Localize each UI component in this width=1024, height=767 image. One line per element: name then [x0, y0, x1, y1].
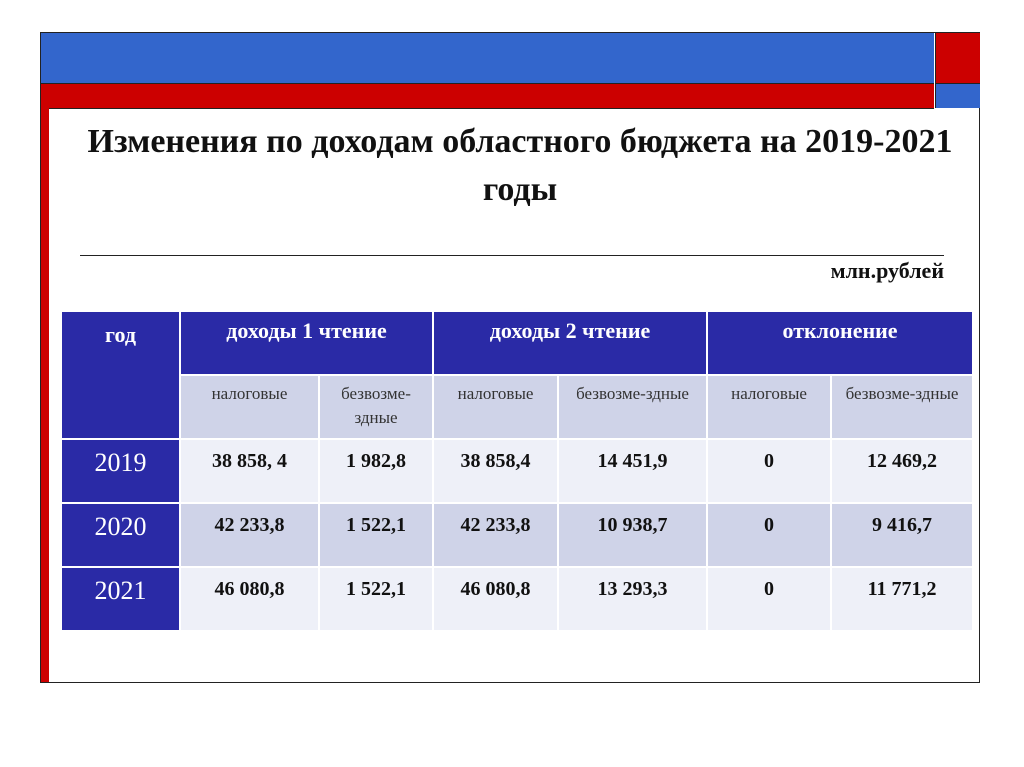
group-header-reading-1: доходы 1 чтение	[180, 311, 433, 375]
table-cell: 9 416,7	[831, 503, 973, 567]
left-red-stripe	[41, 108, 49, 682]
subheader-gratuitous: безвозме-здные	[831, 375, 973, 439]
table-cell: 1 522,1	[319, 503, 433, 567]
table-cell: 0	[707, 439, 831, 503]
table-cell: 46 080,8	[180, 567, 319, 631]
table-cell: 12 469,2	[831, 439, 973, 503]
corner-red-square	[935, 33, 980, 84]
table-cell: 42 233,8	[180, 503, 319, 567]
table-row	[61, 439, 973, 503]
subheader-tax: налоговые	[707, 375, 831, 439]
subheader-gratuitous: безвозме-здные	[558, 375, 707, 439]
group-header-deviation: отклонение	[707, 311, 973, 375]
corner-blue-square	[935, 84, 980, 108]
title-divider	[80, 255, 944, 256]
table-cell: 11 771,2	[831, 567, 973, 631]
table-cell: 1 522,1	[319, 567, 433, 631]
row-year: 2021	[61, 567, 180, 631]
header-blue-bar	[41, 33, 934, 84]
table-cell: 1 982,8	[319, 439, 433, 503]
table-cell: 0	[707, 567, 831, 631]
table-row	[61, 503, 973, 567]
table-cell: 13 293,3	[558, 567, 707, 631]
table-cell: 46 080,8	[433, 567, 558, 631]
subheader-tax: налоговые	[433, 375, 558, 439]
table-cell: 0	[707, 503, 831, 567]
table-cell: 14 451,9	[558, 439, 707, 503]
row-year: 2019	[61, 439, 180, 503]
table-cell: 10 938,7	[558, 503, 707, 567]
row-year: 2020	[61, 503, 180, 567]
table-cell: 38 858, 4	[180, 439, 319, 503]
slide-title: Изменения по доходам областного бюджета на 2019-2021 годы	[87, 123, 953, 208]
subheader-tax: налоговые	[180, 375, 319, 439]
table-cell: 42 233,8	[433, 503, 558, 567]
subheader-gratuitous: безвозме-здные	[319, 375, 433, 439]
budget-table	[60, 310, 974, 632]
year-column-header: год	[61, 311, 180, 439]
unit-label: млн.рублей	[830, 258, 944, 283]
table-row	[61, 567, 973, 631]
table-cell: 38 858,4	[433, 439, 558, 503]
group-header-reading-2: доходы 2 чтение	[433, 311, 707, 375]
header-red-bar	[41, 84, 934, 109]
